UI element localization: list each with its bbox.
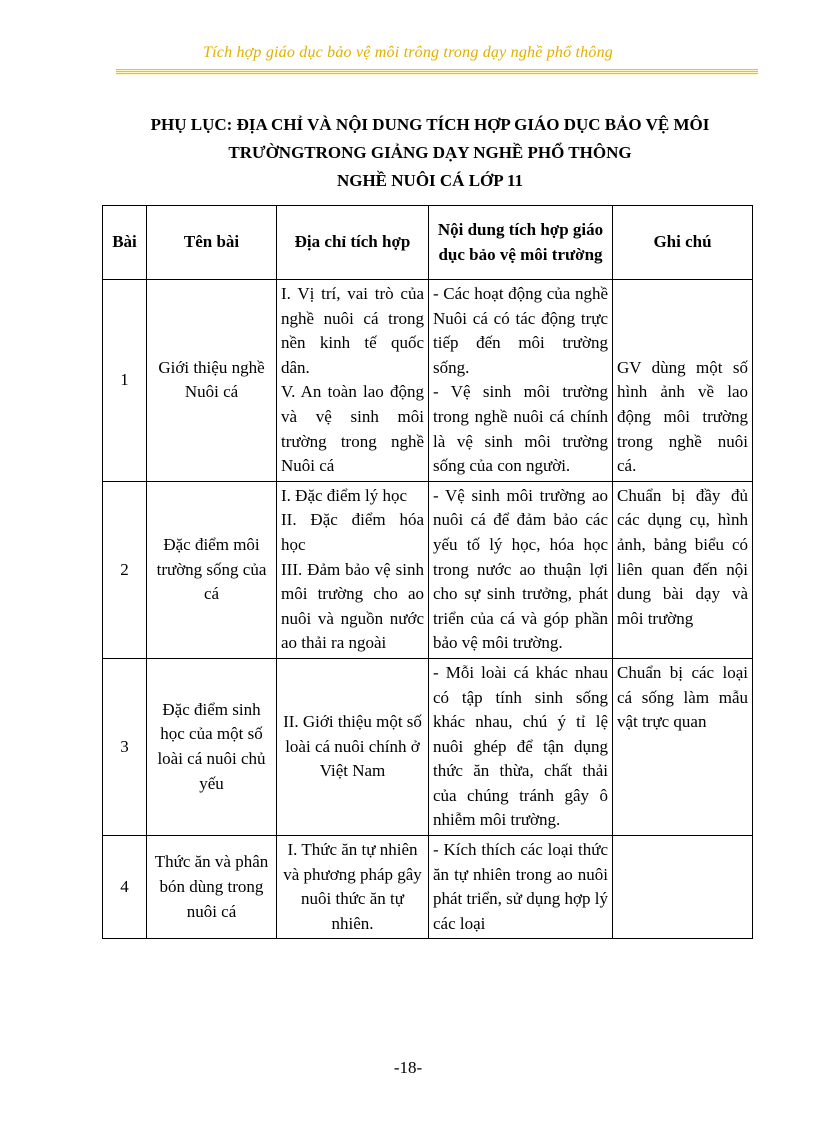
cell-dia-chi <box>277 836 429 939</box>
cell-dia-chi <box>277 658 429 835</box>
header-rule <box>116 69 758 75</box>
dia-chi-item: I. Thức ăn tự nhiên và phương pháp gây nuôi thức ăn tự nhiên. <box>283 840 422 933</box>
cell-bai: 4 <box>103 836 147 939</box>
dia-chi-item: II. Giới thiệu một số loài cá nuôi chính ở Việt Nam <box>283 712 422 781</box>
cell-bai: 1 <box>103 280 147 482</box>
cell-ghi-chu: GV dùng một số hình ảnh về lao động môi trường trong nghề nuôi cá. <box>613 280 753 482</box>
cell-noi-dung <box>429 658 613 835</box>
cell-bai: 3 <box>103 658 147 835</box>
noi-dung-item: - Vệ sinh môi trường ao nuôi cá để đảm bảo các yếu tố lý học, hóa học trong nước ao thuận lợi cho sự sinh trưởng, phát triển của cá và góp phần bảo vệ môi trường. <box>433 485 608 653</box>
cell-dia-chi <box>277 280 429 482</box>
col-header-dia-chi: Địa chỉ tích hợp <box>277 206 429 280</box>
page-number: -18- <box>393 1058 423 1077</box>
cell-noi-dung <box>429 836 613 939</box>
page-title-line-2: TRƯỜNGTRONG GIẢNG DẠY NGHỀ PHỔ THÔNG <box>228 143 632 162</box>
dia-chi-item: V. An toàn lao động và vệ sinh môi trường trong nghề Nuôi cá <box>281 382 424 476</box>
cell-ghi-chu <box>613 836 753 939</box>
dia-chi-item: III. Đảm bảo vệ sinh môi trường cho ao nuôi và nguồn nước ao thải ra ngoài <box>281 559 424 653</box>
cell-ten-bai: Đặc điểm sinh học của một số loài cá nuôi chủ yếu <box>147 658 277 835</box>
table-row <box>103 836 753 939</box>
cell-dia-chi <box>277 481 429 658</box>
table-header-row <box>103 206 753 280</box>
dia-chi-item: I. Vị trí, vai trò của nghề nuôi cá trong nền kinh tế quốc dân. <box>281 284 424 377</box>
running-header: Tích hợp giáo dục bảo vệ môi trông trong dạy nghề phổ thông <box>203 44 613 61</box>
cell-ten-bai: Đặc điểm môi trường sống của cá <box>147 481 277 658</box>
page-title-line-1: PHỤ LỤC: ĐỊA CHỈ VÀ NỘI DUNG TÍCH HỢP GIÁO DỤC BẢO VỆ MÔI <box>150 115 710 134</box>
col-header-ten-bai: Tên bài <box>147 206 277 280</box>
noi-dung-item: - Các hoạt động của nghề Nuôi cá có tác động trực tiếp đến môi trường sống. <box>433 284 608 377</box>
cell-ghi-chu: Chuẩn bị đầy đủ các dụng cụ, hình ảnh, bảng biểu có liên quan đến nội dung bài dạy và môi trường <box>613 481 753 658</box>
col-header-bai: Bài <box>103 206 147 280</box>
cell-ghi-chu: Chuẩn bị các loại cá sống làm mẫu vật trực quan <box>613 658 753 835</box>
col-header-ghi-chu: Ghi chú <box>613 206 753 280</box>
noi-dung-item: - Mỗi loài cá khác nhau có tập tính sinh sống khác nhau, chú ý tỉ lệ nuôi ghép để tận dụng thức ăn thừa, chất thải của chúng tránh gây ô nhiễm môi trường. <box>433 662 608 830</box>
cell-noi-dung <box>429 280 613 482</box>
noi-dung-item: - Kích thích các loại thức ăn tự nhiên trong ao nuôi phát triển, sử dụng hợp lý các loại <box>433 840 608 933</box>
col-header-noi-dung: Nội dung tích hợp giáo dục bảo vệ môi trường <box>429 206 613 280</box>
table-row <box>103 658 753 835</box>
integration-table <box>102 205 753 939</box>
table-row <box>103 280 753 482</box>
noi-dung-item: - Vệ sinh môi trường trong nghề nuôi cá chính là vệ sinh môi trường sống của con người. <box>433 382 608 476</box>
cell-noi-dung <box>429 481 613 658</box>
page-title-line-3: NGHỀ NUÔI CÁ LỚP 11 <box>336 171 524 190</box>
cell-ten-bai: Thức ăn và phân bón dùng trong nuôi cá <box>147 836 277 939</box>
dia-chi-item: I. Đặc điểm lý học <box>281 485 408 505</box>
dia-chi-item: II. Đặc điểm hóa học <box>281 510 424 554</box>
cell-ten-bai: Giới thiệu nghề Nuôi cá <box>147 280 277 482</box>
table-row <box>103 481 753 658</box>
cell-bai: 2 <box>103 481 147 658</box>
